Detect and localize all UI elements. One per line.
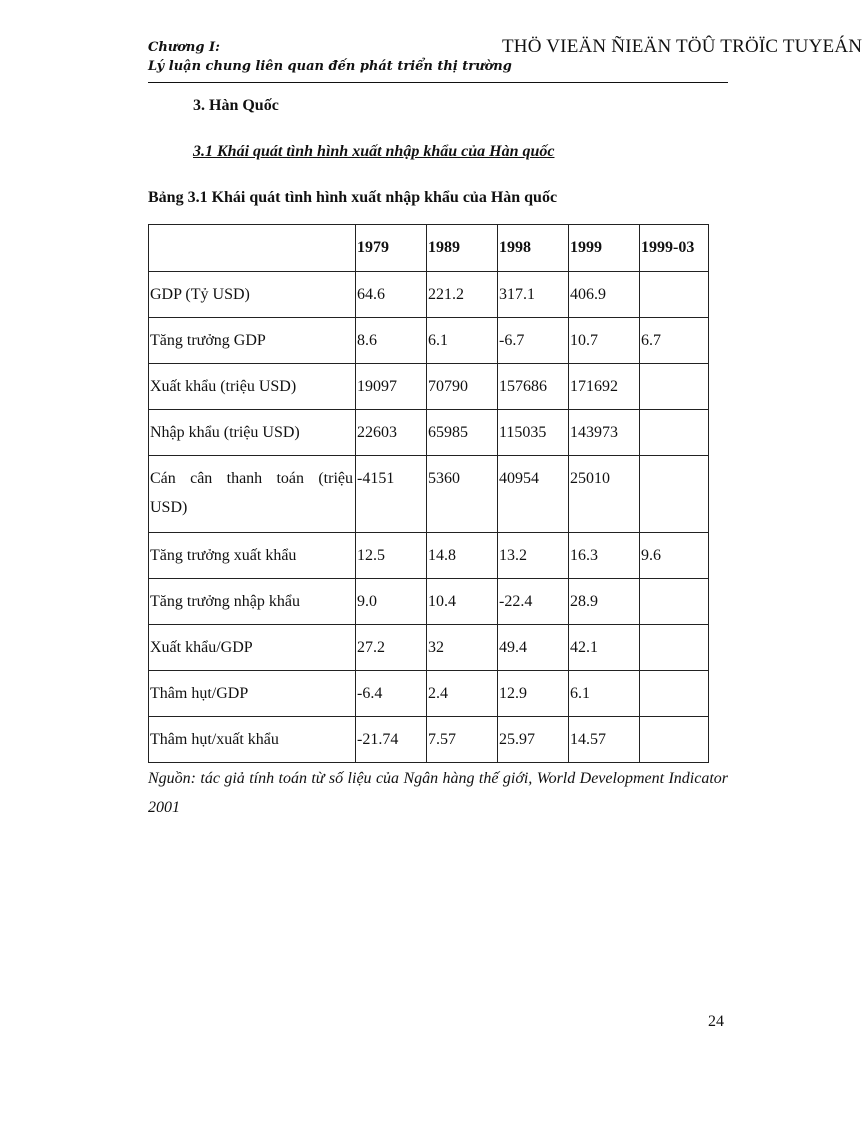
table-cell: -6.4 (356, 671, 427, 717)
table-cell (640, 579, 709, 625)
table-cell: 9.6 (640, 533, 709, 579)
table-cell: 65985 (427, 410, 498, 456)
table-cell (640, 364, 709, 410)
table-cell: 157686 (498, 364, 569, 410)
table-cell: 143973 (569, 410, 640, 456)
page-number: 24 (708, 1013, 724, 1030)
source-note: Nguồn: tác giả tính toán từ số liệu của Ngân hàng thế giới, World Development Indicator 2001 (148, 770, 728, 816)
table-cell: 171692 (569, 364, 640, 410)
header-library-title: THÖ VIEÄN ÑIEÄN TÖÛ TRÖÏC TUYEÁN (502, 36, 862, 57)
table-cell: 27.2 (356, 625, 427, 671)
row-label: Thâm hụt/xuất khẩu (149, 717, 356, 763)
table-header-cell: 1989 (427, 225, 498, 272)
table-cell (640, 625, 709, 671)
table-header-cell: 1999 (569, 225, 640, 272)
table-cell: 14.8 (427, 533, 498, 579)
table-cell: 13.2 (498, 533, 569, 579)
table-header-cell: 1998 (498, 225, 569, 272)
table-row (149, 364, 709, 410)
table-row (149, 318, 709, 364)
row-label: Xuất khẩu (triệu USD) (149, 364, 356, 410)
row-label: Thâm hụt/GDP (149, 671, 356, 717)
table-cell: 2.4 (427, 671, 498, 717)
table-cell: 22603 (356, 410, 427, 456)
table-cell: -22.4 (498, 579, 569, 625)
table-cell: 64.6 (356, 272, 427, 318)
table-row (149, 579, 709, 625)
table-row (149, 410, 709, 456)
table-cell (640, 456, 709, 533)
row-label: Tăng trưởng GDP (149, 318, 356, 364)
table-cell: 12.5 (356, 533, 427, 579)
row-label: Nhập khẩu (triệu USD) (149, 410, 356, 456)
header-divider (148, 82, 728, 83)
table-cell: 9.0 (356, 579, 427, 625)
table-cell: 221.2 (427, 272, 498, 318)
table-cell: 115035 (498, 410, 569, 456)
table-cell: 40954 (498, 456, 569, 533)
table-cell: 5360 (427, 456, 498, 533)
table-cell: 12.9 (498, 671, 569, 717)
table-cell: 25010 (569, 456, 640, 533)
trade-overview-table (148, 224, 709, 763)
subsection-heading: 3.1 Khái quát tình hình xuất nhập khẩu của Hàn quốc (193, 143, 555, 160)
row-label: Tăng trưởng nhập khẩu (149, 579, 356, 625)
row-label: Tăng trưởng xuất khẩu (149, 533, 356, 579)
section-heading: 3. Hàn Quốc (193, 97, 279, 114)
table-cell (640, 410, 709, 456)
table-header-row (149, 225, 709, 272)
table-header-cell: 1999-03 (640, 225, 709, 272)
table-cell: 42.1 (569, 625, 640, 671)
row-label: Xuất khẩu/GDP (149, 625, 356, 671)
table-cell (640, 671, 709, 717)
table-row (149, 671, 709, 717)
table-cell: 16.3 (569, 533, 640, 579)
table-caption: Bảng 3.1 Khái quát tình hình xuất nhập khẩu của Hàn quốc (148, 189, 558, 206)
table-row (149, 533, 709, 579)
table-row (149, 625, 709, 671)
table-cell: 317.1 (498, 272, 569, 318)
table-cell: 10.4 (427, 579, 498, 625)
table-cell (640, 272, 709, 318)
table-header-cell: 1979 (356, 225, 427, 272)
table-cell: 6.1 (569, 671, 640, 717)
table-row (149, 456, 709, 533)
table-cell (640, 717, 709, 763)
table-cell: 19097 (356, 364, 427, 410)
table-cell: 25.97 (498, 717, 569, 763)
table-row (149, 717, 709, 763)
table-cell: 28.9 (569, 579, 640, 625)
table-cell: 406.9 (569, 272, 640, 318)
header-subtitle: Lý luận chung liên quan đến phát triển thị trường (148, 59, 512, 74)
table-cell: 6.7 (640, 318, 709, 364)
table-cell: 8.6 (356, 318, 427, 364)
table-cell: 70790 (427, 364, 498, 410)
table-cell: 10.7 (569, 318, 640, 364)
table-cell: 49.4 (498, 625, 569, 671)
table-cell: 32 (427, 625, 498, 671)
table-cell: -6.7 (498, 318, 569, 364)
row-label: Cán cân thanh toán (triệu USD) (149, 456, 356, 533)
table-cell: -21.74 (356, 717, 427, 763)
table-cell: 14.57 (569, 717, 640, 763)
table-cell: 7.57 (427, 717, 498, 763)
table-cell: 6.1 (427, 318, 498, 364)
header-chapter: Chương I: (148, 40, 220, 55)
table-header-cell (149, 225, 356, 272)
table-cell: -4151 (356, 456, 427, 533)
row-label: GDP (Tỷ USD) (149, 272, 356, 318)
table-row (149, 272, 709, 318)
